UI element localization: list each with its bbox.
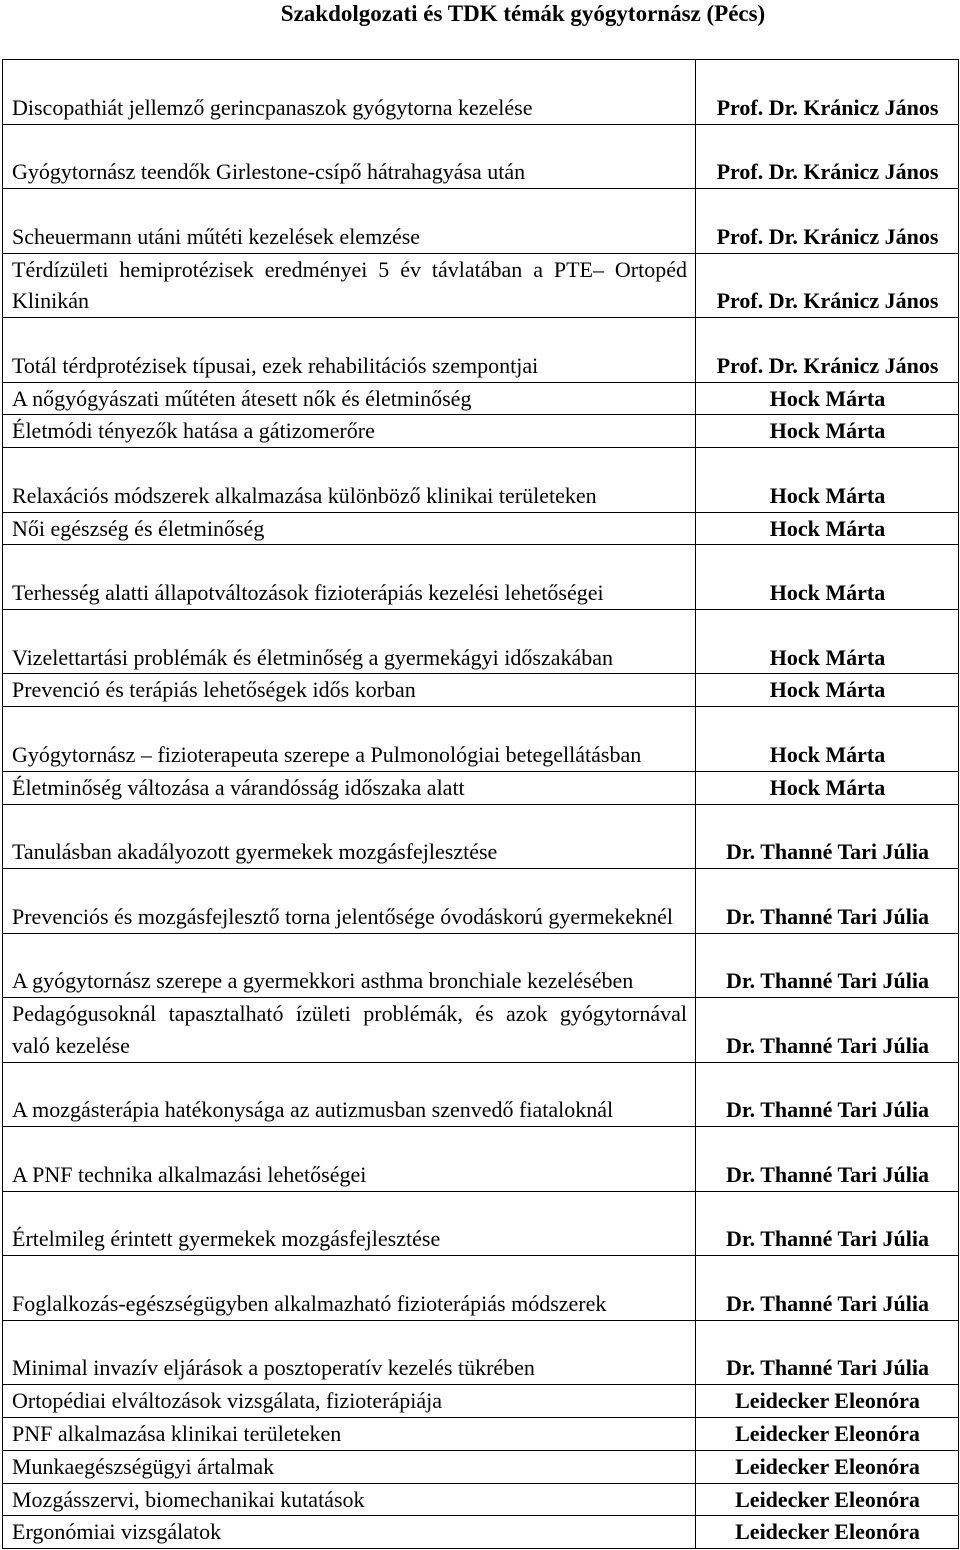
topic-title: A mozgásterápia hatékonysága az autizmusban szenvedő fiataloknál: [3, 1062, 696, 1127]
table-row: [3, 1191, 959, 1256]
supervisor-name: Dr. Thanné Tari Júlia: [696, 1062, 959, 1127]
supervisor-name: Hock Márta: [696, 609, 959, 674]
table-row: [3, 933, 959, 998]
topic-title: Vizelettartási problémák és életminőség a gyermekágyi időszakában: [3, 609, 696, 674]
topic-title: Ergonómiai vizsgálatok: [3, 1516, 696, 1549]
table-row: [3, 1516, 959, 1549]
supervisor-name: Hock Márta: [696, 674, 959, 707]
topic-title: Ortopédiai elváltozások vizsgálata, fizioterápiája: [3, 1385, 696, 1418]
topic-title: Munkaegészségügyi ártalmak: [3, 1450, 696, 1483]
supervisor-name: Hock Márta: [696, 545, 959, 610]
table-row: [3, 382, 959, 415]
supervisor-name: Dr. Thanné Tari Júlia: [696, 1320, 959, 1385]
table-row: [3, 1417, 959, 1450]
topic-title: Értelmileg érintett gyermekek mozgásfejlesztése: [3, 1191, 696, 1256]
supervisor-name: Prof. Dr. Kránicz János: [696, 189, 959, 254]
table-row: [3, 1127, 959, 1192]
supervisor-name: Dr. Thanné Tari Júlia: [696, 1191, 959, 1256]
topic-title: Gyógytornász – fizioterapeuta szerepe a Pulmonológiai betegellátásban: [3, 707, 696, 772]
topic-title: Discopathiát jellemző gerincpanaszok gyógytorna kezelése: [3, 60, 696, 125]
table-row: [3, 124, 959, 189]
supervisor-name: Hock Márta: [696, 512, 959, 545]
table-row: [3, 771, 959, 804]
table-row: [3, 512, 959, 545]
topic-title: Prevenció és terápiás lehetőségek idős korban: [3, 674, 696, 707]
supervisor-name: Dr. Thanné Tari Júlia: [696, 933, 959, 998]
supervisor-name: Hock Márta: [696, 415, 959, 448]
topic-title: Gyógytornász teendők Girlestone-csípő hátrahagyása után: [3, 124, 696, 189]
supervisor-name: Dr. Thanné Tari Júlia: [696, 869, 959, 934]
topic-title: PNF alkalmazása klinikai területeken: [3, 1417, 696, 1450]
table-row: [3, 1062, 959, 1127]
table-row: [3, 1450, 959, 1483]
supervisor-name: Dr. Thanné Tari Júlia: [696, 1127, 959, 1192]
table-row: [3, 707, 959, 772]
supervisor-name: Dr. Thanné Tari Júlia: [696, 1256, 959, 1321]
table-row: [3, 804, 959, 869]
supervisor-name: Prof. Dr. Kránicz János: [696, 60, 959, 125]
supervisor-name: Prof. Dr. Kránicz János: [696, 253, 959, 318]
table-row: [3, 415, 959, 448]
topic-title: Foglalkozás-egészségügyben alkalmazható fizioterápiás módszerek: [3, 1256, 696, 1321]
table-row: [3, 189, 959, 254]
topic-title: Relaxációs módszerek alkalmazása különböző klinikai területeken: [3, 448, 696, 513]
table-row: [3, 609, 959, 674]
supervisor-name: Prof. Dr. Kránicz János: [696, 124, 959, 189]
supervisor-name: Prof. Dr. Kránicz János: [696, 318, 959, 383]
supervisor-name: Leidecker Eleonóra: [696, 1516, 959, 1549]
supervisor-name: Hock Márta: [696, 448, 959, 513]
supervisor-name: Leidecker Eleonóra: [696, 1483, 959, 1516]
supervisor-name: Leidecker Eleonóra: [696, 1450, 959, 1483]
topic-title: Scheuermann utáni műtéti kezelések elemzése: [3, 189, 696, 254]
topic-title: Terhesség alatti állapotváltozások fizioterápiás kezelési lehetőségei: [3, 545, 696, 610]
topic-title: Tanulásban akadályozott gyermekek mozgásfejlesztése: [3, 804, 696, 869]
table-row: [3, 674, 959, 707]
topic-title: Totál térdprotézisek típusai, ezek rehabilitációs szempontjai: [3, 318, 696, 383]
topic-title: Pedagógusoknál tapasztalható ízületi problémák, és azok gyógytornával való kezelése: [3, 998, 696, 1063]
table-row: [3, 869, 959, 934]
supervisor-name: Hock Márta: [696, 707, 959, 772]
supervisor-name: Hock Márta: [696, 382, 959, 415]
table-row: [3, 253, 959, 318]
supervisor-name: Dr. Thanné Tari Júlia: [696, 998, 959, 1063]
table-row: [3, 318, 959, 383]
page-title: Szakdolgozati és TDK témák gyógytornász (Pécs): [280, 1, 766, 26]
topic-title: A nőgyógyászati műtéten átesett nők és életminőség: [3, 382, 696, 415]
topic-title: Női egészség és életminőség: [3, 512, 696, 545]
table-row: [3, 1256, 959, 1321]
topic-title: A PNF technika alkalmazási lehetőségei: [3, 1127, 696, 1192]
table-row: [3, 448, 959, 513]
table-row: [3, 60, 959, 125]
topic-title: A gyógytornász szerepe a gyermekkori asthma bronchiale kezelésében: [3, 933, 696, 998]
topic-title: Prevenciós és mozgásfejlesztő torna jelentősége óvodáskorú gyermekeknél: [3, 869, 696, 934]
topics-table: [2, 59, 959, 1549]
topic-title: Térdízületi hemiprotézisek eredményei 5 év távlatában a PTE– Ortopéd Klinikán: [3, 253, 696, 318]
topic-title: Életmódi tényezők hatása a gátizomerőre: [3, 415, 696, 448]
table-row: [3, 1320, 959, 1385]
table-row: [3, 1385, 959, 1418]
table-row: [3, 998, 959, 1063]
table-row: [3, 545, 959, 610]
table-row: [3, 1483, 959, 1516]
topic-title: Minimal invazív eljárások a posztoperatív kezelés tükrében: [3, 1320, 696, 1385]
supervisor-name: Dr. Thanné Tari Júlia: [696, 804, 959, 869]
supervisor-name: Leidecker Eleonóra: [696, 1385, 959, 1418]
topic-title: Életminőség változása a várandósság időszaka alatt: [3, 771, 696, 804]
supervisor-name: Leidecker Eleonóra: [696, 1417, 959, 1450]
topic-title: Mozgásszervi, biomechanikai kutatások: [3, 1483, 696, 1516]
topics-table-body: [3, 60, 959, 1549]
supervisor-name: Hock Márta: [696, 771, 959, 804]
